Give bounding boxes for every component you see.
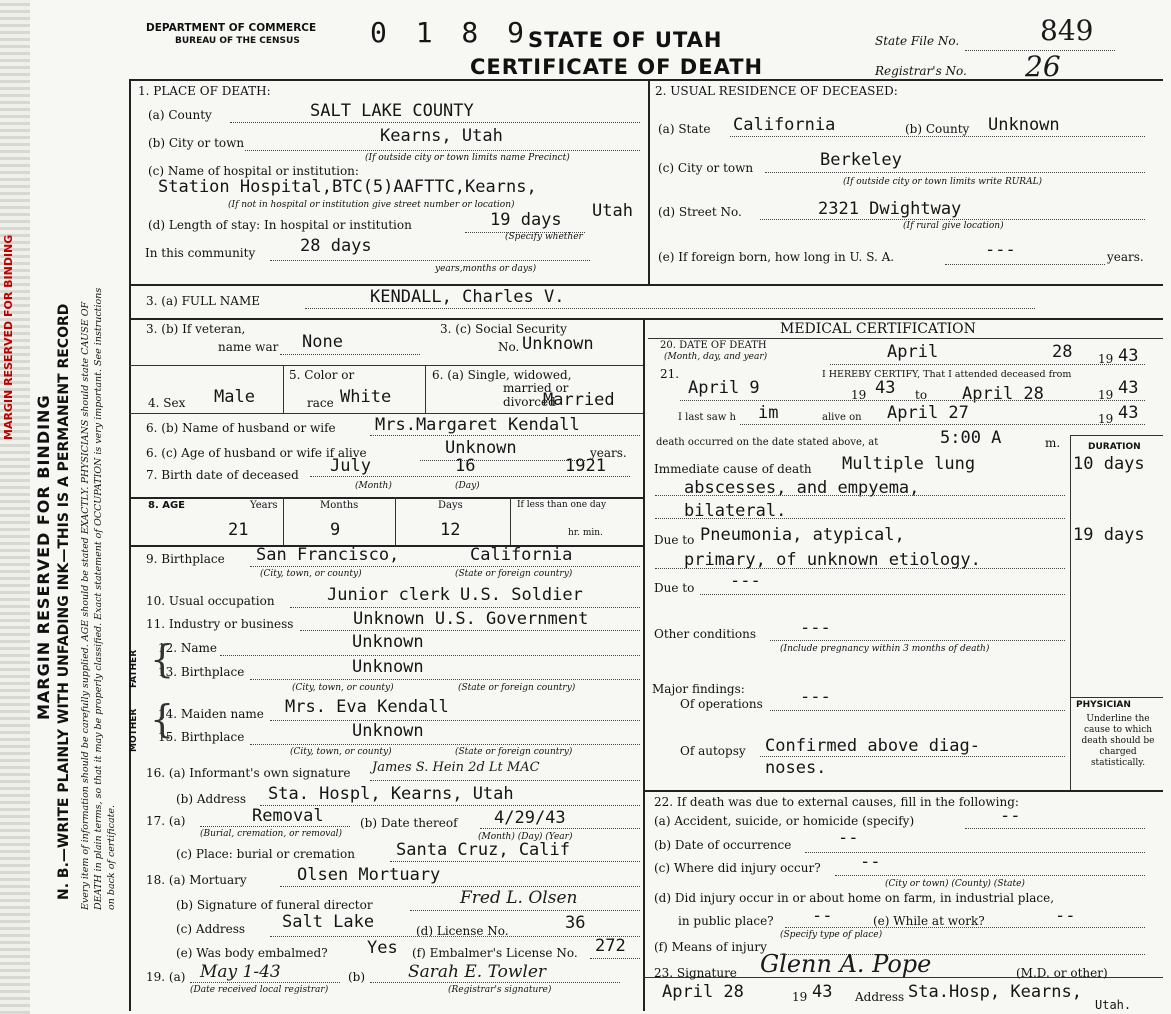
margin-warning-text: N. B.—WRITE PLAINLY WITH UNFADING INK—THIS IS A PERMANENT RECORD [56, 303, 72, 900]
deceased-full-name: KENDALL, Charles V. [370, 287, 565, 307]
birthplace-city: San Francisco, [256, 545, 400, 565]
birth-year: 1921 [565, 456, 606, 476]
row-divider-1 [129, 284, 1163, 286]
residence-county: Unknown [988, 115, 1060, 135]
burial-date: 4/29/43 [494, 808, 566, 828]
residence-city: Berkeley [820, 150, 902, 170]
row-divider-2 [129, 318, 1163, 320]
page-title: CERTIFICATE OF DEATH [470, 55, 764, 79]
serial-number: 0 1 8 9 [370, 16, 531, 49]
autopsy-finding-2: noses. [765, 758, 827, 778]
attended-to: April 28 [962, 384, 1044, 404]
section-divider-top [648, 79, 650, 284]
physician-address: Sta.Hosp, Kearns, [908, 982, 1082, 1002]
physician-note: Underline the cause to which death should be charged statistically. [1081, 714, 1155, 768]
embalmer-license: 272 [595, 936, 626, 956]
state-file-label: State File No. [875, 34, 960, 48]
stay-hospital: 19 days [490, 210, 562, 230]
autopsy-finding-1: Confirmed above diag- [765, 736, 980, 756]
age-months: 9 [330, 520, 341, 540]
birthplace-state: California [470, 545, 573, 565]
physician-signature: Glenn A. Pope [760, 950, 932, 978]
registrar-signature: Sarah E. Towler [408, 962, 547, 982]
binding-margin-texture [0, 0, 30, 1014]
state-title: STATE OF UTAH [528, 28, 723, 52]
embalmed-value: Yes [367, 938, 398, 958]
informant-signature: James S. Hein 2d Lt MAC [372, 760, 540, 775]
burial-place: Santa Cruz, Calif [396, 840, 570, 860]
death-city: Kearns, Utah [380, 126, 503, 146]
race-value: White [340, 387, 392, 407]
department-label: DEPARTMENT OF COMMERCE [146, 22, 317, 34]
spouse-name: Mrs.Margaret Kendall [375, 415, 580, 435]
marital-status: Married [543, 390, 615, 410]
father-birthplace: Unknown [352, 657, 424, 677]
margin-reserved-text: MARGIN RESERVED FOR BINDING [34, 394, 53, 720]
burial-type: Removal [252, 806, 324, 826]
medical-heading-underline [648, 338, 1163, 339]
margin-reserved-red-text: MARGIN RESERVED FOR BINDING [2, 234, 15, 440]
spouse-age: Unknown [445, 438, 517, 458]
license-number: 36 [565, 913, 586, 933]
mother-tag: MOTHER [129, 708, 139, 752]
bureau-label: BUREAU OF THE CENSUS [175, 36, 300, 46]
death-month: April [887, 342, 939, 362]
immediate-cause-3: bilateral. [684, 501, 787, 521]
father-brace: { [150, 637, 175, 681]
father-tag: FATHER [129, 649, 139, 688]
immediate-cause-2: abscesses, and empyema, [684, 478, 920, 498]
due-to-cause-1: Pneumonia, atypical, [700, 525, 905, 545]
mother-maiden-name: Mrs. Eva Kendall [285, 697, 449, 717]
age-years: 21 [228, 520, 249, 540]
residence-street: 2321 Dwightway [818, 199, 962, 219]
time-of-death: 5:00 A [940, 428, 1002, 448]
sex-value: Male [214, 387, 255, 407]
mortuary-address: Salt Lake [282, 912, 375, 932]
registrar-number: 26 [1025, 50, 1061, 83]
death-year: 43 [1118, 346, 1139, 366]
margin-instructions-1: Every item of information should be carefully supplied. AGE should be stated EXACTLY. PHYSICIANS should state CAUSE OF [80, 301, 91, 910]
stay-community: 28 days [300, 236, 372, 256]
residence-state: California [733, 115, 836, 135]
informant-address: Sta. Hospl, Kearns, Utah [268, 784, 514, 804]
death-day: 28 [1052, 342, 1073, 362]
form-top-border [129, 79, 1163, 81]
funeral-director-signature: Fred L. Olsen [460, 888, 578, 908]
duration-column-border [1070, 435, 1071, 790]
industry: Unknown U.S. Government [353, 609, 589, 629]
social-security: Unknown [522, 334, 594, 354]
margin-instructions-3: on back of certificate. [106, 804, 117, 910]
father-name: Unknown [352, 632, 424, 652]
signature-date: April 28 [662, 982, 744, 1002]
mortuary: Olsen Mortuary [297, 865, 441, 885]
age-days: 12 [440, 520, 461, 540]
section-divider-bottom [643, 319, 645, 1011]
medical-heading: MEDICAL CERTIFICATION [780, 321, 976, 337]
duration-immediate: 10 days [1073, 454, 1145, 474]
residence-heading: 2. USUAL RESIDENCE OF DECEASED: [655, 84, 898, 98]
attended-from: April 9 [688, 378, 760, 398]
due-to-cause-2: primary, of unknown etiology. [684, 550, 981, 570]
last-seen-alive: April 27 [887, 403, 969, 423]
mother-brace: { [150, 697, 175, 741]
veteran-war: None [302, 332, 343, 352]
occupation: Junior clerk U.S. Soldier [327, 585, 583, 605]
duration-due-to: 19 days [1073, 525, 1145, 545]
registrar-no-label: Registrar's No. [875, 64, 967, 78]
death-hospital: Station Hospital,BTC(5)AAFTTC,Kearns, [158, 177, 537, 197]
death-county: SALT LAKE COUNTY [310, 101, 474, 121]
birth-month: July [330, 456, 371, 476]
date-received: May 1-43 [200, 962, 281, 982]
birth-day: 16 [455, 456, 476, 476]
place-of-death-heading: 1. PLACE OF DEATH: [138, 84, 271, 98]
margin-instructions-2: DEATH in plain terms, so that it may be properly classified. Exact statement of OCCUPATION is very important. See instructions [93, 287, 104, 910]
state-file-number: 849 [1040, 14, 1094, 47]
mother-birthplace: Unknown [352, 721, 424, 741]
immediate-cause-1: Multiple lung [842, 454, 976, 474]
